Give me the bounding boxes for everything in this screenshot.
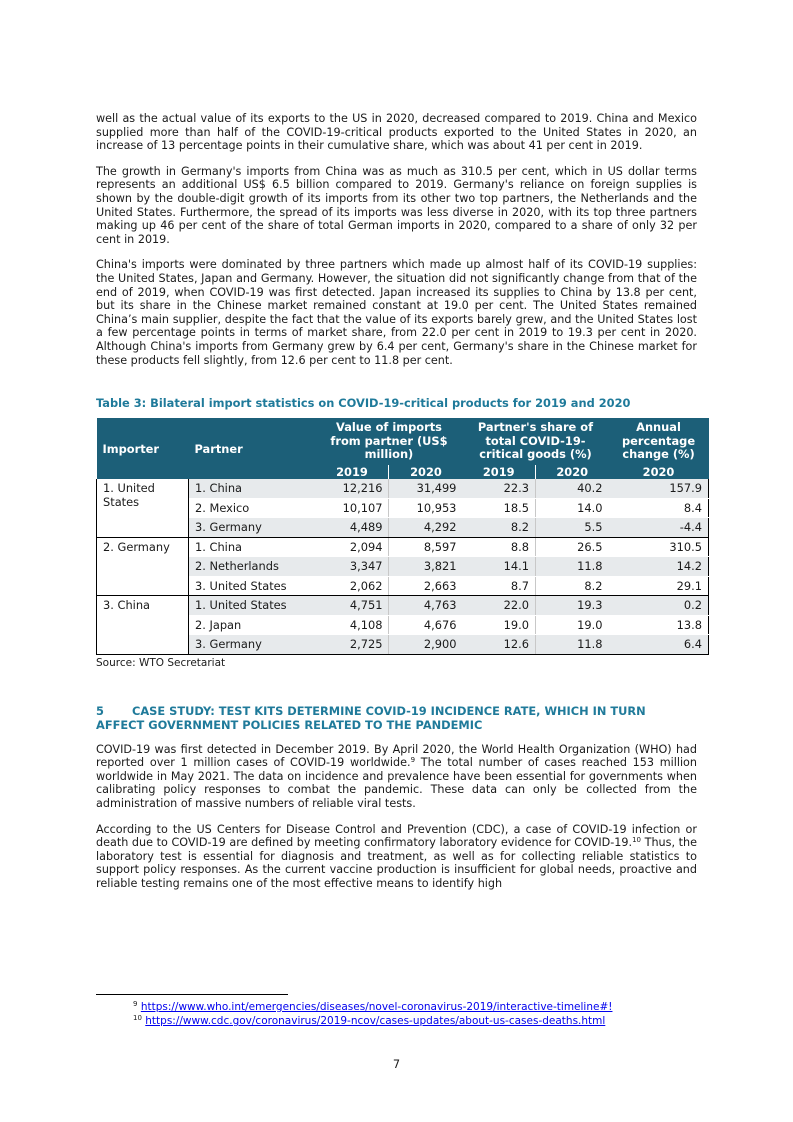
partner-cell: 1. China <box>189 537 316 557</box>
value-2019-cell: 4,751 <box>316 596 389 616</box>
footnote-ref-10[interactable]: 10 <box>632 836 641 845</box>
share-2019-cell: 22.0 <box>462 596 535 616</box>
footnote-mark: 9 <box>133 1000 138 1008</box>
change-cell: 6.4 <box>609 635 709 655</box>
change-cell: 0.2 <box>609 596 709 616</box>
value-2019-cell: 4,489 <box>316 518 389 538</box>
share-2020-cell: 40.2 <box>535 479 608 498</box>
header-value-2019: 2019 <box>316 465 389 479</box>
table-row <box>97 498 709 518</box>
value-2020-cell: 8,597 <box>389 537 462 557</box>
share-2020-cell: 8.2 <box>535 576 608 596</box>
footnote-divider <box>96 994 288 995</box>
section-heading <box>96 704 697 732</box>
section-number: 5 <box>96 703 104 718</box>
header-partner: Partner <box>189 418 316 479</box>
importer-cell: 2. Germany <box>97 537 189 596</box>
header-annual: Annual percentage change (%) <box>609 418 709 465</box>
partner-cell: 3. Germany <box>189 635 316 655</box>
change-cell: 13.8 <box>609 615 709 635</box>
paragraph-5-text-b: Thus, the laboratory test is essential for diagnosis and treatment, as well as for collecting reliable statistics to support policy responses. As the current vaccine production is insufficient for global needs, proactive and reliable testing remains one of the most effective means to identify high <box>96 836 697 890</box>
import-statistics-table <box>96 418 709 655</box>
header-share: Partner's share of total COVID-19-critical goods (%) <box>462 418 608 465</box>
table-row <box>97 635 709 655</box>
page-content <box>96 112 702 891</box>
header-importer: Importer <box>97 418 189 479</box>
value-2019-cell: 2,062 <box>316 576 389 596</box>
table-row <box>97 615 709 635</box>
share-2020-cell: 19.3 <box>535 596 608 616</box>
partner-cell: 2. Netherlands <box>189 557 316 577</box>
header-share-2020: 2020 <box>535 465 608 479</box>
share-2020-cell: 26.5 <box>535 537 608 557</box>
paragraph-4-text-a: COVID-19 was first detected in December 2019. By April 2020, the World Health Organization (WHO) had reported over 1 million cases of COVID-19 worldwide. <box>96 742 697 770</box>
partner-cell: 1. China <box>189 479 316 498</box>
share-2019-cell: 8.7 <box>462 576 535 596</box>
value-2020-cell: 10,953 <box>389 498 462 518</box>
paragraph-4 <box>96 743 697 811</box>
header-share-2019: 2019 <box>462 465 535 479</box>
value-2020-cell: 31,499 <box>389 479 462 498</box>
importer-cell: 1. United States <box>97 479 189 537</box>
table-caption: Table 3: Bilateral import statistics on COVID-19-critical products for 2019 and 2020 <box>96 396 631 411</box>
footnotes <box>133 1000 612 1028</box>
share-2019-cell: 22.3 <box>462 479 535 498</box>
table-row <box>97 518 709 538</box>
share-2019-cell: 19.0 <box>462 615 535 635</box>
change-cell: 8.4 <box>609 498 709 518</box>
share-2019-cell: 8.2 <box>462 518 535 538</box>
table-row <box>97 479 709 498</box>
partner-cell: 3. United States <box>189 576 316 596</box>
value-2020-cell: 4,763 <box>389 596 462 616</box>
footnote-link-cdc[interactable]: https://www.cdc.gov/coronavirus/2019-ncov/cases-updates/about-us-cases-deaths.html <box>145 1015 606 1027</box>
change-cell: 29.1 <box>609 576 709 596</box>
footnote-9 <box>133 1000 612 1014</box>
share-2020-cell: 11.8 <box>535 557 608 577</box>
value-2019-cell: 4,108 <box>316 615 389 635</box>
value-2019-cell: 3,347 <box>316 557 389 577</box>
partner-cell: 1. United States <box>189 596 316 616</box>
value-2020-cell: 4,292 <box>389 518 462 538</box>
value-2019-cell: 12,216 <box>316 479 389 498</box>
importer-cell: 3. China <box>97 596 189 655</box>
value-2020-cell: 2,900 <box>389 635 462 655</box>
table-row <box>97 576 709 596</box>
share-2019-cell: 12.6 <box>462 635 535 655</box>
change-cell: 14.2 <box>609 557 709 577</box>
paragraph-4-text-b: The total number of cases reached 153 million worldwide in May 2021. The data on incidence and prevalence have been essential for governments when calibrating policy responses to combat the pandemic. These data can only be collected from the administration of massive numbers of reliable viral tests. <box>96 756 697 810</box>
change-cell: -4.4 <box>609 518 709 538</box>
table-row <box>97 557 709 577</box>
paragraph-5-text-a: According to the US Centers for Disease Control and Prevention (CDC), a case of COVID-19 infection or death due to COVID-19 are defined by meeting confirmatory laboratory evidence for COVID-19. <box>96 822 697 850</box>
value-2020-cell: 2,663 <box>389 576 462 596</box>
change-cell: 157.9 <box>609 479 709 498</box>
share-2020-cell: 5.5 <box>535 518 608 538</box>
footnote-mark: 10 <box>133 1014 142 1022</box>
page-number: 7 <box>392 1057 401 1071</box>
share-2020-cell: 19.0 <box>535 615 608 635</box>
partner-cell: 2. Mexico <box>189 498 316 518</box>
value-2019-cell: 2,725 <box>316 635 389 655</box>
paragraph-2: The growth in Germany's imports from China was as much as 310.5 per cent, which in US dollar terms represents an additional US$ 6.5 billion compared to 2019. Germany's reliance on foreign supplies is shown by the double-digit growth of its imports from its other two top partners, the Netherlands and the United States. Furthermore, the spread of its imports was less diverse in 2020, with its top three partners making up 46 per cent of the share of total German imports in 2020, compared to a share of only 32 per cent in 2019. <box>96 164 697 246</box>
footnote-link-who[interactable]: https://www.who.int/emergencies/diseases/novel-coronavirus-2019/interactive-timeline#! <box>140 1001 613 1013</box>
share-2020-cell: 14.0 <box>535 498 608 518</box>
section-title: CASE STUDY: TEST KITS DETERMINE COVID-19 INCIDENCE RATE, WHICH IN TURN AFFECT GOVERNMENT POLICIES RELATED TO THE PANDEMIC <box>96 703 646 732</box>
footnote-ref-9[interactable]: 9 <box>410 756 416 765</box>
table-source: Source: WTO Secretariat <box>96 656 226 669</box>
value-2019-cell: 2,094 <box>316 537 389 557</box>
paragraph-1: well as the actual value of its exports to the US in 2020, decreased compared to 2019. China and Mexico supplied more than half of the COVID-19-critical products exported to the United States in 2020, an increase of 13 percentage points in their cumulative share, which was about 41 per cent in 2019. <box>96 112 697 153</box>
value-2019-cell: 10,107 <box>316 498 389 518</box>
header-annual-2020: 2020 <box>609 465 709 479</box>
paragraph-5 <box>96 823 697 891</box>
share-2020-cell: 11.8 <box>535 635 608 655</box>
header-value-2020: 2020 <box>389 465 462 479</box>
paragraph-3: China's imports were dominated by three partners which made up almost half of its COVID-19 supplies: the United States, Japan and Germany. However, the situation did not significantly change from that of the end of 2019, when COVID-19 was first detected. Japan increased its supplies to China by 13.8 per cent, but its share in the Chinese market remained constant at 19.0 per cent. The United States remained China’s main supplier, despite the fact that the value of its exports barely grew, and the United States lost a few percentage points in terms of market share, from 22.0 per cent in 2019 to 19.3 per cent in 2020. Although China's imports from Germany grew by 6.4 per cent, Germany's share in the Chinese market for these products fell slightly, from 12.6 per cent to 11.8 per cent. <box>96 258 697 367</box>
change-cell: 310.5 <box>609 537 709 557</box>
partner-cell: 3. Germany <box>189 518 316 538</box>
value-2020-cell: 4,676 <box>389 615 462 635</box>
table-row <box>97 537 709 557</box>
table-row <box>97 596 709 616</box>
header-value: Value of imports from partner (US$ million) <box>316 418 463 465</box>
share-2019-cell: 18.5 <box>462 498 535 518</box>
share-2019-cell: 14.1 <box>462 557 535 577</box>
share-2019-cell: 8.8 <box>462 537 535 557</box>
value-2020-cell: 3,821 <box>389 557 462 577</box>
footnote-10 <box>133 1014 612 1028</box>
partner-cell: 2. Japan <box>189 615 316 635</box>
